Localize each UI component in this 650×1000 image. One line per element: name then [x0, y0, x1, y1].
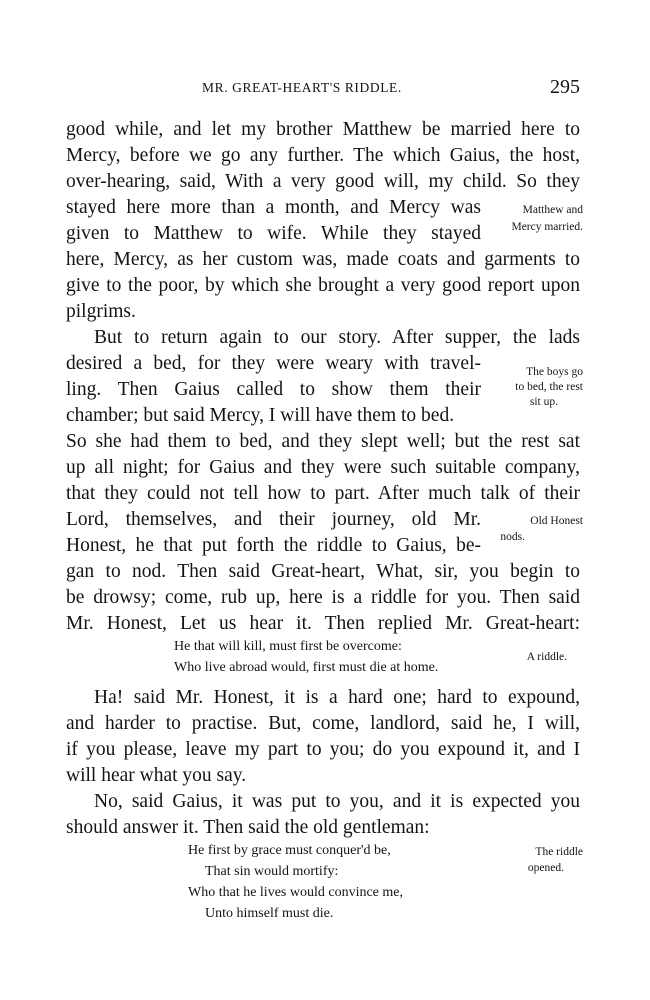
marginal-note: The boys go — [526, 366, 583, 378]
text-line: stayed here more than a month, and Mercy was — [66, 197, 481, 218]
text-line: good while, and let my brother Matthew be married here to — [66, 119, 580, 140]
text-line: Ha! said Mr. Honest, it is a hard one; hard to expound, — [94, 687, 580, 708]
marginal-note: Matthew and — [522, 204, 583, 216]
text-line: should answer it. Then said the old gentleman: — [66, 817, 430, 838]
text-line: here, Mercy, as her custom was, made coats and garments to — [66, 249, 580, 270]
marginal-note: The riddle — [535, 846, 583, 858]
text-line: and harder to practise. But, come, landlord, said he, I will, — [66, 713, 580, 734]
text-line: give to the poor, by which she brought a very good report upon — [66, 275, 580, 296]
text-line: be drowsy; come, rub up, here is a riddle for you. Then said — [66, 587, 580, 608]
running-title: MR. GREAT-HEART'S RIDDLE. — [202, 80, 402, 95]
text-line: ling. Then Gaius called to show them their — [66, 379, 481, 400]
text-line: desired a bed, for they were weary with travel- — [66, 353, 481, 374]
text-line: over-hearing, said, With a very good will, my child. So they — [66, 171, 580, 192]
verse-line: Who live abroad would, first must die at home. — [174, 660, 439, 675]
text-line: Honest, he that put forth the riddle to Gaius, be- — [66, 535, 481, 556]
text-line: But to return again to our story. After supper, the lads — [94, 327, 580, 348]
marginal-note: A riddle. — [526, 651, 567, 663]
text-line: if you please, leave my part to you; do you expound it, and I — [66, 739, 580, 760]
text-line: given to Matthew to wife. While they stayed — [66, 223, 481, 244]
verse-line: Unto himself must die. — [205, 906, 334, 921]
text-line: pilgrims. — [66, 301, 136, 322]
marginal-note: to bed, the rest — [515, 381, 583, 393]
text-line: Mr. Honest, Let us hear it. Then replied Mr. Great-heart: — [66, 613, 580, 634]
marginal-note: Mercy married. — [511, 221, 583, 233]
text-line: chamber; but said Mercy, I will have them to bed. — [66, 405, 455, 426]
marginal-note: Old Honest — [530, 515, 583, 527]
text-line: up all night; for Gaius and they were such suitable company, — [66, 457, 580, 478]
page-number: 295 — [550, 76, 580, 98]
marginal-note: opened. — [527, 862, 564, 874]
text-line: Lord, themselves, and their journey, old Mr. — [66, 509, 481, 530]
text-line: will hear what you say. — [66, 765, 247, 786]
verse-line: That sin would mortify: — [205, 864, 339, 879]
verse-line: He first by grace must conquer'd be, — [188, 843, 391, 858]
text-line: that they could not tell how to part. After much talk of their — [66, 483, 580, 504]
verse-line: He that will kill, must first be overcome: — [174, 639, 402, 654]
verse-line: Who that he lives would convince me, — [188, 885, 403, 900]
text-line: Mercy, before we go any further. The which Gaius, the host, — [66, 145, 580, 166]
marginal-note: nods. — [500, 531, 525, 543]
marginal-note: sit up. — [529, 396, 558, 408]
text-line: No, said Gaius, it was put to you, and it is expected you — [94, 791, 580, 812]
text-line: gan to nod. Then said Great-heart, What, sir, you begin to — [66, 561, 580, 582]
page-header — [66, 76, 580, 102]
text-line: So she had them to bed, and they slept well; but the rest sat — [66, 431, 580, 452]
